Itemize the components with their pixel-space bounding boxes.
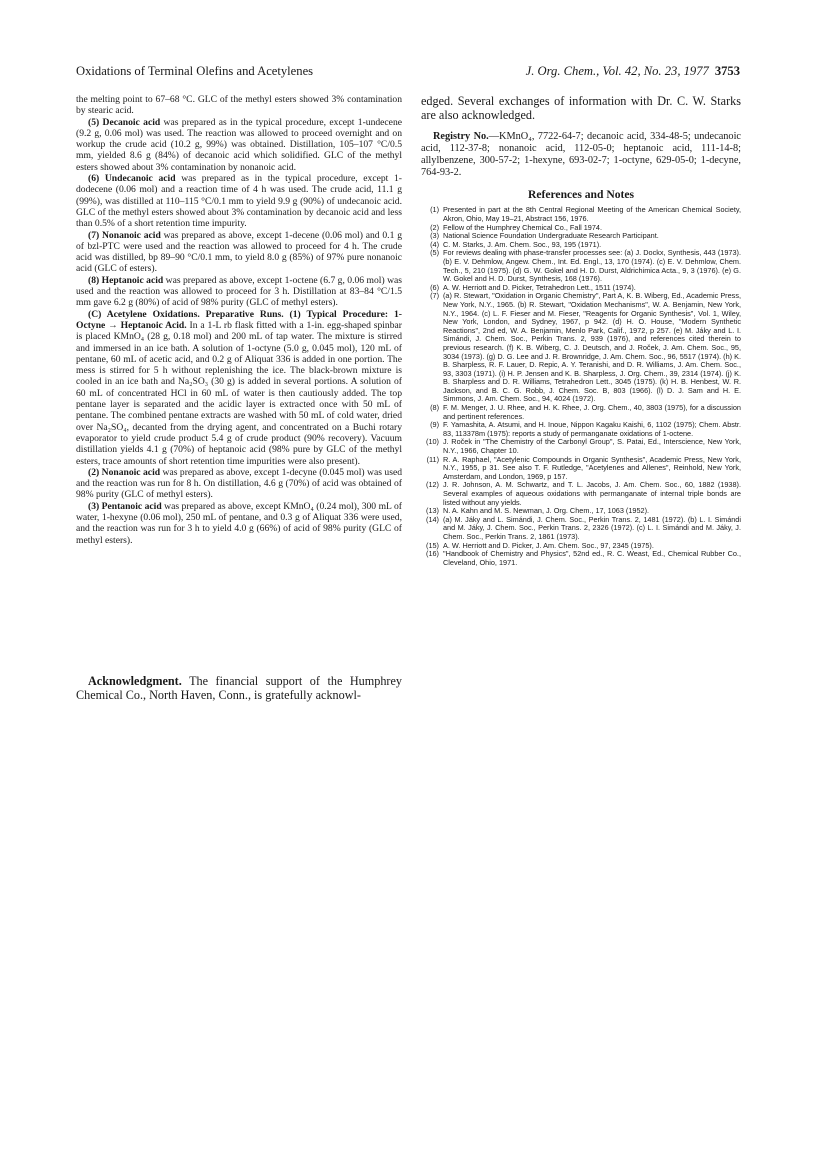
registry-body: —KMnO₄, 7722-64-7; decanoic acid, 334-48-5; undecanoic acid, 112-37-8; nonanoic acid, 112-05-0; heptanoic acid, 111-14-8; allylbenzene, 300-57-2; 1-hexyne, 693-02-7; 1-octyne, 629-05-0; 1-decyne, 764-93-2. [421, 131, 742, 179]
reference-item [421, 550, 741, 567]
reference-item [421, 456, 741, 482]
paragraph-pentanoic-acid [76, 501, 402, 546]
reference-text: (a) M. Jáky and L. Simándi, J. Chem. Soc., Perkin Trans. 2, 1481 (1972). (b) L. I. Simándi and M. Jáky, J. Chem. Soc., Perkin Trans. 2, 2326 (1972). (c) L. I. Simándi and M. Jáky, J. Chem. Soc., Perkin Trans. 2, 1861 (1973). [443, 514, 741, 541]
paragraph-body: was prepared as in the typical procedure, except 1-undecene (9.2 g, 0.06 mol) was used. The reaction was allowed to proceed overnight and on workup the crude acid (10.2 g, 99%) was obtained. Distillation, 105–107 °C/0.5 mm, yielded 8.6 g (84%) of decanoic acid which solidified. GLC of the methyl esters showed about 3% contamination by nonanoic acid. [76, 116, 402, 173]
reference-item [421, 481, 741, 507]
compound-heading: (7) Nonanoic acid [88, 229, 161, 241]
reference-number: (8) [430, 403, 439, 413]
page-header [76, 62, 740, 80]
acknowledgment [76, 674, 402, 702]
registry-title: Registry No. [433, 131, 489, 143]
reference-text: National Science Foundation Undergraduate Research Participant. [443, 231, 659, 241]
reference-text: "Handbook of Chemistry and Physics", 52nd ed., R. C. Weast, Ed., Chemical Rubber Co., Cleveland, Ohio, 1971. [443, 549, 741, 567]
reference-number: (3) [430, 231, 439, 241]
compound-heading: (3) Pentanoic acid [88, 500, 162, 512]
reference-text: Fellow of the Humphrey Chemical Co., Fall 1974. [443, 222, 602, 232]
paragraph-body: was prepared as above, except 1-octene (6.7 g, 0.06 mol) was used and the reaction was allowed to proceed for 3 h. Distillation at 83–84 °C/1.5 mm gave 6.2 g (80%) of acid of 98% purity (GLC of methyl esters). [76, 274, 402, 309]
paragraph-heptanoic-acid [76, 275, 402, 309]
paragraph-body: was prepared as above, except KMnO₄ (0.24 mol), 300 mL of water, 1-hexyne (0.06 mol), 250 mL of pentane, and 0.3 g of Aliquat 336 were used, and the reaction was run for 3 h to yield 4.0 g (66%) of acid of 98% purity (GLC of methyl esters). [76, 500, 402, 546]
references-list [421, 206, 741, 567]
reference-number: (9) [430, 420, 439, 430]
paragraph-body: was prepared as above, except 1-decyne (0.045 mol) was used and the reaction was run for 8 h. On distillation, 4.6 g (70%) of acid was obtained of 98% purity (GLC of methyl esters). [76, 466, 403, 501]
compound-heading: (8) Heptanoic acid [88, 274, 164, 286]
acknowledgment-continuation: edged. Several exchanges of information with Dr. C. W. Starks are also acknowledged. [421, 94, 741, 123]
running-title: Oxidations of Terminal Olefins and Acetylenes [76, 64, 314, 78]
paragraph-body: was prepared as in the typical procedure, except 1-dodecene (0.06 mol) and a reaction time of 4 h was used. The crude acid, 11.1 g (99%), was distilled at 110–115 °C/0.1 mm to yield 9.9 g (90%) of undecanoic acid. GLC of the methyl esters showed about 3% contamination by decanoic acid and less than 0.5% of a short retention time impurity. [76, 173, 402, 230]
paragraph-body: was prepared as above, except 1-decene (0.06 mol) and 0.1 g of bzl-PTC were used and the reaction was allowed to proceed for 4 h. The crude acid was distilled, bp 89–90 °C/0.1 mm, to yield 8.0 g (85%) of 97% pure nonanoic acid (GLC of esters). [76, 229, 402, 275]
section-heading: (C) Acetylene Oxidations. Preparative Runs. (1) Typical Procedure: 1-Octyne → Heptanoic Acid. [76, 308, 402, 331]
reference-number: (15) [426, 540, 439, 550]
reference-number: (10) [426, 437, 439, 447]
reference-item [421, 249, 741, 283]
acknowledgment-body: The financial support of the Humphrey Chemical Co., North Haven, Conn., is gratefully acknowl- [76, 674, 402, 703]
reference-text: A. W. Herriott and D. Picker, Tetrahedron Lett., 1511 (1974). [443, 282, 636, 292]
reference-number: (6) [430, 282, 439, 292]
paragraph-melting-point: the melting point to 67–68 °C. GLC of the methyl esters showed 3% contamination by stearic acid. [76, 94, 402, 117]
references-title: References and Notes [527, 188, 635, 202]
reference-text: Presented in part at the 8th Central Regional Meeting of the American Chemical Society, Akron, Ohio, May 19–21, Abstract 156, 1976. [443, 205, 741, 223]
paragraph-body: In a 1-L rb flask fitted with a 1-in. egg-shaped spinbar is placed KMnO₄ (28 g, 0.18 mol) and 200 mL of tap water. The mixture is stirred and immersed in an ice bath. A solution of 1-octyne (5.0 g, 0.045 mol), 120 mL of pentane, 60 mL of acetic acid, and 0.2 g of Aliquat 336 is added in one portion. The mess is stirred for 5 h without replenishing the ice. The black-brown mixture is cooled in an ice bath and Na₂SO₃ (30 g) is added in several portions. A solution of 60 mL of concentrated HCl in 60 mL of water is then cautiously added. The top pentane layer is separated and the acidic layer is extracted once with 50 mL of pentane. The combined pentane extracts are washed with 50 mL of cold water, dried over Na₂SO₄, decanted from the drying agent, and concentrated on a Buchi rotary evaporator to yield crude product 5.4 g of crude product (90% recovery). Vacuum distillation yields 4.1 g (70%) of heptanoic acid (98% pure by GLC of the methyl esters, trace amounts of short retention time impurities were also present). [76, 319, 402, 467]
paragraph-decanoic-acid [76, 117, 402, 173]
paragraph-acetylene-oxidations [76, 309, 402, 467]
acknowledgment-title: Acknowledgment. [88, 674, 182, 688]
reference-text: J. R. Johnson, A. M. Schwartz, and T. L. Jacobs, J. Am. Chem. Soc., 60, 1882 (1938). Several examples of aqueous oxidations with permanganate of internal triple bonds are listed without any yields. [443, 480, 741, 507]
registry-numbers [421, 131, 741, 179]
reference-text: For reviews dealing with phase-transfer processes see: (a) J. Dockx, Synthesis, 443 (1973). (b) E. V. Dehmlow, Angew. Chem., Int. Ed. Engl., 13, 170 (1974). (c) E. V. Dehmlow, Chem. Tech., 5, 210 (1975). (d) G. W. Gokel and H. D. Durst, Aldrichimica Acta., 9, 3 (1976). (e) G. W. Gokel and H. D. Durst, Synthesis, 168 (1976). [443, 248, 741, 284]
left-column [76, 94, 402, 546]
reference-text: (a) R. Stewart, "Oxidation in Organic Chemistry", Part A, K. B. Wiberg, Ed., Academic Press, New York, N.Y., 1965. (b) R. Stewart, "Oxidation Mechanisms", W. A. Benjamin, New York, N.Y., 1964. (c) L. F. Fieser and M. Fieser, "Reagents for Organic Synthesis", Vol. 1, Wiley, New York, London, and Sydney, 1967, p 942. (d) H. O. House, "Modern Synthetic Reactions", 2nd ed, W. A. Benjamin, Menlo Park, Calif., 1972, p 257. (e) M. Jáky and L. I. Simándi, J. Chem. Soc., Perkin Trans. 2, 939 (1976), and references cited therein to previous research. (f) K. B. Wiberg, C. J. Deutsch, and J. Roček, J. Am. Chem. Soc., 95, 3034 (1973). (g) D. G. Lee and J. R. Brownridge, J. Am. Chem. Soc., 96, 5517 (1974). (h) K. B. Sharpless, R. F. Lauer, D. Repic, A. Y. Teranishi, and D. R. Williams, J. Am. Chem. Soc., 93, 3303 (1971). (i) H. P. Jensen and K. B. Sharpless, J. Org. Chem., 39, 2314 (1974). (j) K. B. Sharpless and D. R. Williams, Tetrahedron Lett., 3045 (1975). (k) H. B. Henbest, W. R. Jackson, and B. C. G. Robb, J. Chem. Soc. B, 803 (1966). (l) D. J. Sam and H. E. Simmons, J. Am. Chem. Soc., 94, 4024 (1972). [443, 291, 741, 404]
reference-number: (2) [430, 222, 439, 232]
paragraph-undecanoic-acid [76, 173, 402, 229]
reference-item [421, 404, 741, 421]
compound-heading: (5) Decanoic acid [88, 116, 161, 128]
reference-item [421, 206, 741, 223]
compound-heading: (6) Undecanoic acid [88, 173, 176, 185]
reference-number: (4) [430, 239, 439, 249]
reference-text: N. A. Kahn and M. S. Newman, J. Org. Chem., 17, 1063 (1952). [443, 506, 650, 516]
reference-text: F. M. Menger, J. U. Rhee, and H. K. Rhee, J. Org. Chem., 40, 3803 (1975), for a discussion and pertinent references. [443, 403, 741, 421]
reference-number: (12) [426, 480, 439, 490]
reference-number: (1) [430, 205, 439, 215]
reference-text: C. M. Starks, J. Am. Chem. Soc., 93, 195 (1971). [443, 239, 602, 249]
reference-number: (16) [426, 549, 439, 559]
reference-text: J. Roček in "The Chemistry of the Carbonyl Group", S. Patai, Ed., Interscience, New York, N.Y., 1966, Chapter 10. [443, 437, 741, 456]
reference-item [421, 438, 741, 455]
reference-text: A. W. Herriott and D. Picker, J. Am. Chem. Soc., 97, 2345 (1975). [443, 540, 654, 550]
page-number: 3753 [714, 64, 740, 78]
journal-info [526, 62, 740, 80]
reference-item [421, 421, 741, 438]
compound-heading: (2) Nonanoic acid [88, 466, 161, 478]
reference-number: (5) [430, 248, 439, 258]
reference-number: (14) [426, 514, 439, 524]
reference-number: (13) [426, 506, 439, 516]
right-column [421, 94, 741, 567]
reference-item [421, 516, 741, 542]
reference-item [421, 292, 741, 404]
paragraph-nonanoic-acid-2 [76, 467, 402, 501]
reference-text: F. Yamashita, A. Atsumi, and H. Inoue, Nippon Kagaku Kaishi, 6, 1102 (1975); Chem. Abstr. 83, 113378m (1975): reports a study of permanganate oxidations of 1-octene. [443, 420, 741, 438]
paragraph-nonanoic-acid [76, 230, 402, 275]
reference-number: (7) [430, 291, 439, 301]
journal-citation: J. Org. Chem., Vol. 42, No. 23, 1977 [525, 64, 709, 78]
reference-number: (11) [426, 454, 439, 464]
reference-text: R. A. Raphael, "Acetylenic Compounds in Organic Synthesis", Academic Press, New York, N.Y., 1955, p 31. See also T. F. Rutledge, "Acetylenes and Allenes", Reinhold, New York, Amsterdam, and London, 1969, p 157. [443, 454, 741, 481]
